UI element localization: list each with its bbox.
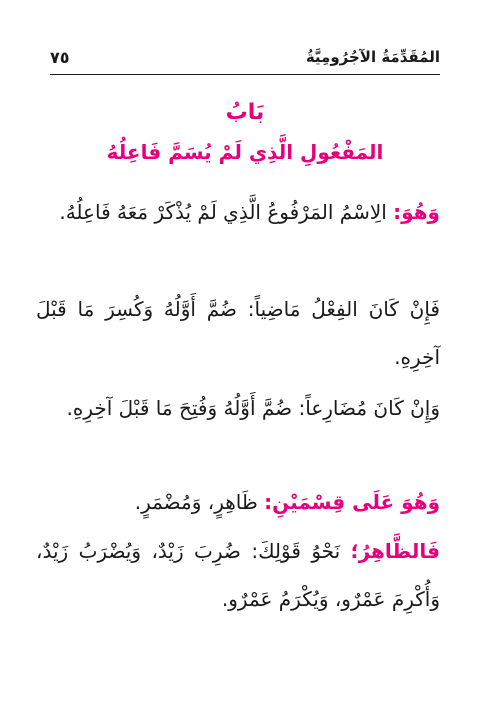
paragraph-text: ظَاهِرٍ، وَمُضْمَرٍ. bbox=[134, 490, 265, 514]
running-header bbox=[50, 46, 440, 75]
paragraph-explicit-examples bbox=[36, 527, 440, 623]
paragraph-text: فَإِنْ كَانَ الفِعْلُ مَاضِياً: ضُمَّ أَوَّلُهُ وَكُسِرَ مَا قَبْلَ آخِرِهِ. bbox=[36, 297, 440, 369]
page-number: ٧٥ bbox=[50, 48, 70, 67]
paragraph-keyword: وَهُوَ: bbox=[393, 200, 440, 224]
book-title: المُقَدِّمَةُ الآجُرُومِيَّةُ bbox=[305, 48, 440, 66]
paragraph-keyword: وَهُوَ عَلَى قِسْمَيْنِ: bbox=[264, 490, 440, 514]
paragraph-types bbox=[36, 478, 440, 526]
paragraph-definition bbox=[36, 188, 440, 236]
paragraph-present-verb bbox=[36, 384, 440, 432]
chapter-title: المَفْعُولِ الَّذِي لَمْ يُسَمَّ فَاعِلُهُ bbox=[106, 140, 384, 164]
paragraph-text: الِاسْمُ المَرْفُوعُ الَّذِي لَمْ يُذْكَرْ مَعَهُ فَاعِلُهُ. bbox=[59, 200, 394, 224]
paragraph-text: وَإِنْ كَانَ مُضَارِعاً: ضُمَّ أَوَّلُهُ وَفُتِحَ مَا قَبْلَ آخِرِهِ. bbox=[66, 396, 440, 420]
chapter-label: بَابُ bbox=[225, 100, 265, 125]
paragraph-past-verb bbox=[36, 285, 440, 381]
paragraph-keyword: فَالظَّاهِرُ؛ bbox=[350, 539, 440, 563]
paragraph-text: نَحْوُ قَوْلِكَ: ضُرِبَ زَيْدٌ، وَيُضْرَبُ زَيْدٌ، وَأُكْرِمَ عَمْرٌو، وَيُكْرَمُ عَمْرٌو. bbox=[36, 539, 440, 611]
